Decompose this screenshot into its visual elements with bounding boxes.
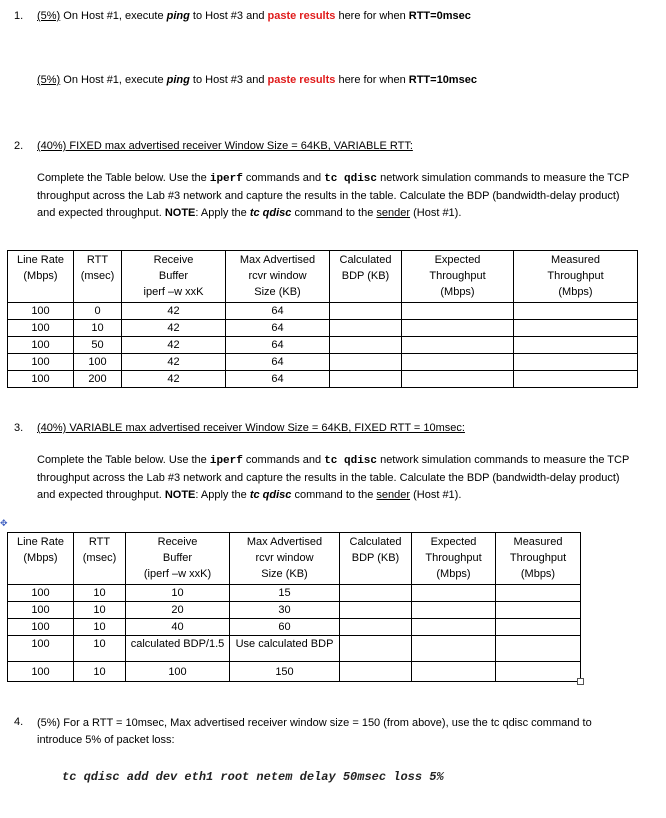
q2-h-measured [514,251,638,303]
q3-h-max-window [230,533,340,585]
table-cell: 10 [74,619,126,636]
table-cell: 42 [122,303,226,320]
q2-h5a: Expected [434,254,481,266]
q1a-red: paste results [267,10,336,22]
table-cell[interactable] [402,303,514,320]
q2-h-line-rate [8,251,74,303]
table-cell: 42 [122,354,226,371]
table-cell: 64 [226,337,330,354]
q2-h-expected [402,251,514,303]
table-cell[interactable] [340,602,412,619]
table-cell[interactable] [496,585,581,602]
q2-h-max-window [226,251,330,303]
table-cell: 100 [8,371,74,388]
table-cell: 15 [230,585,340,602]
q3-header-row [8,533,581,585]
table-cell: 100 [8,662,74,682]
table-cell: 40 [126,619,230,636]
q3-h3c: Size (KB) [261,568,308,580]
q3-note: NOTE [164,489,196,501]
table-cell: 64 [226,354,330,371]
q1-number: 1. [14,10,24,22]
table-cell[interactable] [412,585,496,602]
q4-text: (5%) For a RTT = 10msec, Max advertised receiver window size = 150 (from above), use the tc qdisc command to introduce 5% of packet loss: [37,717,592,746]
q3-h3b: rcvr window [255,552,314,564]
q2-h1a: RTT [86,254,109,266]
table-cell: 10 [74,602,126,619]
q1a-pre: On Host #1, execute [60,10,167,22]
q3-h5b: Throughput [425,552,482,564]
table-row [8,602,581,619]
q3-h1b: (msec) [82,552,117,564]
q3-h4b: BDP (KB) [351,552,400,564]
q2-t4: : Apply the [195,207,250,219]
q2-table [7,250,638,388]
q2-h-bdp [330,251,402,303]
q1b-pct: (5%) [37,74,61,86]
q2-note: NOTE [164,207,196,219]
table-cell[interactable] [330,354,402,371]
table-move-handle-icon[interactable]: ✥ [0,518,8,528]
q1b-pre: On Host #1, execute [60,74,167,86]
q1b-red: paste results [267,74,336,86]
q2-h1b: (msec) [80,270,115,282]
table-row [8,636,581,662]
q2-h6b: Throughput [547,270,604,282]
q2-t1: Complete the Table below. Use the [37,172,210,184]
table-row [8,585,581,602]
table-cell[interactable] [496,619,581,636]
q2-h2b: Buffer [158,270,189,282]
table-cell: 100 [8,354,74,371]
table-cell[interactable] [412,602,496,619]
q2-heading: (40%) FIXED max advertised receiver Window Size = 64KB, VARIABLE RTT: [37,140,413,152]
q3-h4a: Calculated [349,536,402,548]
table-cell: calculated BDP/1.5 [126,636,230,662]
q3-h1a: RTT [88,536,111,548]
table-cell: 64 [226,320,330,337]
q3-heading: (40%) VARIABLE max advertised receiver Window Size = 64KB, FIXED RTT = 10msec: [37,422,465,434]
q1b-post: here for when [335,74,409,86]
q3-h3a: Max Advertised [246,536,323,548]
table-cell: 42 [122,337,226,354]
q1b-cmd: ping [166,74,190,86]
q3-t4: : Apply the [195,489,250,501]
table-cell: 100 [8,619,74,636]
q2-t3: network simulation commands to measure the TCP throughput across the Lab #3 network and capture the results in the table. Calculate the BDP (bandwidth-delay product) and expected throughput. [37,172,630,219]
table-cell[interactable] [340,585,412,602]
table-cell: 100 [8,636,74,662]
q3-t5: command to the [291,489,377,501]
q3-h2a: Receive [157,536,198,548]
table-row [8,320,638,337]
q2-sender: sender [376,207,411,219]
table-cell: 10 [126,585,230,602]
q2-h6c: (Mbps) [558,286,593,298]
q2-iperf: iperf [209,173,243,185]
q1-line-a [37,10,471,22]
table-cell: 60 [230,619,340,636]
q3-tc: tc qdisc [324,455,378,467]
q3-h6c: (Mbps) [520,568,556,580]
q3-instructions [37,452,637,504]
q2-number: 2. [14,140,24,152]
table-cell: 10 [74,585,126,602]
q2-tcq: tc qdisc [249,207,292,219]
q3-h-receive-buffer [126,533,230,585]
table-row [8,303,638,320]
q1a-pct: (5%) [37,10,61,22]
q1b-rtt: RTT=10msec [408,74,477,86]
table-cell[interactable] [330,320,402,337]
q2-header-row [8,251,638,303]
q1a-cmd: ping [166,10,190,22]
q3-h-bdp [340,533,412,585]
q3-t1: Complete the Table below. Use the [37,454,210,466]
table-row [8,354,638,371]
q3-h0b: (Mbps) [23,552,58,564]
q2-instructions [37,170,637,222]
table-cell: 100 [8,585,74,602]
table-cell[interactable] [412,662,496,682]
q2-h-receive-buffer [122,251,226,303]
table-cell: 10 [74,320,122,337]
q2-t2: commands and [242,172,325,184]
q4-number: 4. [14,716,24,728]
table-cell[interactable] [514,337,638,354]
q3-h2c: (iperf –w xxK) [143,568,212,580]
table-cell: 0 [74,303,122,320]
table-row [8,662,581,682]
table-cell[interactable] [330,371,402,388]
q3-tcq: tc qdisc [249,489,292,501]
table-cell[interactable] [514,354,638,371]
table-cell: 64 [226,303,330,320]
q2-t6: (Host #1). [410,207,462,219]
q3-h6b: Throughput [509,552,567,564]
table-cell[interactable] [340,636,412,662]
q3-h-line-rate [8,533,74,585]
q1a-mid: to Host #3 and [189,10,268,22]
table-cell: 100 [8,303,74,320]
q2-h3c: Size (KB) [254,286,301,298]
table-cell: 10 [74,636,126,662]
table-cell[interactable] [402,371,514,388]
q3-t3: network simulation commands to measure the TCP throughput across the Lab #3 network and capture the results in the table. Calculate the BDP (bandwidth-delay product) and expected throughput. [37,454,630,501]
table-cell: 100 [126,662,230,682]
q3-iperf: iperf [209,455,243,467]
table-cell[interactable] [330,303,402,320]
table-cell[interactable] [496,636,581,662]
q1a-rtt: RTT=0msec [408,10,471,22]
table-cell: 100 [8,602,74,619]
table-cell: 64 [226,371,330,388]
table-cell: 50 [74,337,122,354]
table-cell: 100 [74,354,122,371]
table-cell: 20 [126,602,230,619]
table-cell[interactable] [412,619,496,636]
q3-h5c: (Mbps) [436,568,471,580]
q3-h-rtt [74,533,126,585]
table-cell[interactable] [496,662,581,682]
q2-tc: tc qdisc [324,173,378,185]
q3-t2: commands and [242,454,325,466]
table-cell[interactable] [412,636,496,662]
q3-t6: (Host #1). [410,489,462,501]
table-cell: 150 [230,662,340,682]
table-cell: 100 [8,320,74,337]
q1b-mid: to Host #3 and [189,74,268,86]
q1-line-b [37,74,477,86]
q3-sender: sender [376,489,411,501]
table-row [8,619,581,636]
table-cell[interactable] [514,303,638,320]
table-cell: 200 [74,371,122,388]
table-cell: Use calculated BDP [230,636,340,662]
table-cell[interactable] [340,619,412,636]
q3-h5a: Expected [430,536,477,548]
table-row [8,337,638,354]
q1a-post: here for when [335,10,409,22]
q3-h-measured [496,533,581,585]
q2-h5b: Throughput [429,270,486,282]
q2-h4b: BDP (KB) [341,270,390,282]
table-cell: 42 [122,320,226,337]
q3-number: 3. [14,422,24,434]
q3-table [7,532,581,682]
q2-h0b: (Mbps) [23,270,58,282]
q3-h6a: Measured [513,536,563,548]
q2-h3a: Max Advertised [239,254,316,266]
table-cell[interactable] [340,662,412,682]
table-cell[interactable] [402,337,514,354]
q2-t5: command to the [291,207,377,219]
table-cell[interactable] [402,354,514,371]
q2-h-rtt [74,251,122,303]
table-cell: 10 [74,662,126,682]
q2-h5c: (Mbps) [440,286,475,298]
q2-h0a: Line Rate [16,254,65,266]
q2-h2a: Receive [153,254,194,266]
table-cell: 30 [230,602,340,619]
q3-h2b: Buffer [162,552,193,564]
q2-h4a: Calculated [339,254,392,266]
table-cell: 42 [122,371,226,388]
q3-h0a: Line Rate [16,536,65,548]
table-cell[interactable] [514,320,638,337]
table-cell[interactable] [496,602,581,619]
table-resize-handle-icon[interactable] [577,678,584,685]
table-cell: 100 [8,337,74,354]
q2-h6a: Measured [551,254,600,266]
q4-command: tc qdisc add dev eth1 root netem delay 50msec loss 5% [62,770,444,784]
table-cell[interactable] [330,337,402,354]
table-cell[interactable] [402,320,514,337]
q3-h-expected [412,533,496,585]
q2-h2c: iperf –w xxK [143,286,204,298]
table-row [8,371,638,388]
table-cell[interactable] [514,371,638,388]
q2-h3b: rcvr window [248,270,307,282]
